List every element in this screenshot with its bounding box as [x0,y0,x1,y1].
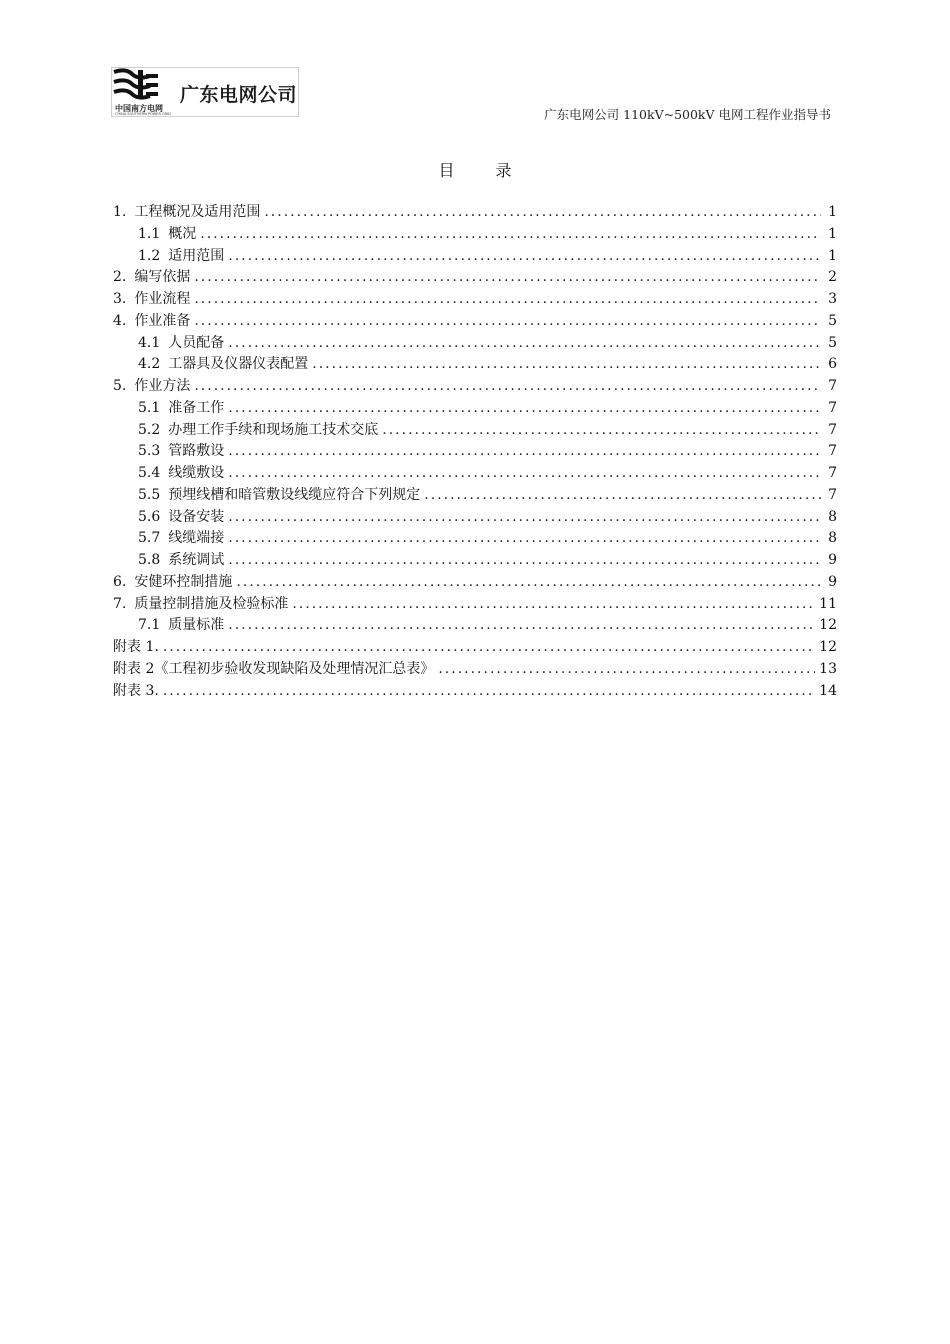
toc-entry-label: 安健环控制措施 [134,573,233,590]
toc-entry[interactable] [113,289,837,311]
toc-entry-page: 5 [828,312,837,329]
toc-dot-leader [228,246,821,268]
toc-entry-page: 6 [828,356,837,373]
company-logo [111,67,299,117]
toc-entry-number: 5.4 [138,465,161,481]
toc-entry[interactable] [113,615,837,637]
toc-entry-page: 7 [828,378,837,394]
toc-entry-page: 7 [828,465,837,481]
toc-entry-page: 11 [819,595,837,612]
toc-dot-leader [228,550,821,572]
toc-entry-number: 5.6 [138,508,161,525]
table-of-contents [113,202,837,702]
toc-entry-page: 1 [828,225,837,242]
toc-entry-page: 7 [828,443,837,460]
logo-parent-name-cn: 中国南方电网 [115,104,163,113]
toc-entry-page: 8 [828,508,837,525]
logo-company-name: 广东电网公司 [180,84,298,106]
toc-entry[interactable] [113,485,837,507]
toc-dot-leader [228,528,821,550]
toc-entry[interactable] [113,681,837,703]
toc-entry-label: 概况 [168,225,197,242]
toc-entry-number: 3. [113,291,127,307]
toc-dot-leader [194,376,821,398]
toc-dot-leader [424,485,821,507]
toc-title: 目 录 [438,161,530,180]
toc-dot-leader [200,224,821,246]
toc-dot-leader [382,420,821,442]
toc-dot-leader [228,507,821,529]
toc-dot-leader [228,398,821,420]
toc-entry-number: 7. [113,595,127,612]
toc-entry-label: 附表 3. [113,682,159,699]
toc-entry-page: 7 [828,399,837,416]
toc-entry[interactable] [113,572,837,594]
toc-dot-leader [228,441,821,463]
toc-entry-label: 适用范围 [168,247,225,264]
power-grid-logo-icon [112,68,162,100]
document-header-title: 广东电网公司 110kV~500kV 电网工程作业指导书 [544,107,831,122]
toc-entry-label: 系统调试 [168,552,225,568]
logo-parent-name-en: CHINA SOUTHERN POWER GRID [115,112,171,116]
toc-entry-page: 12 [819,617,837,634]
toc-entry[interactable] [113,398,837,420]
toc-entry[interactable] [113,376,837,398]
toc-entry[interactable] [113,420,837,442]
toc-entry-page: 14 [819,682,837,699]
toc-entry-number: 5.2 [138,421,161,438]
toc-entry-label: 质量控制措施及检验标准 [134,595,289,612]
toc-entry[interactable] [113,224,837,246]
toc-dot-leader [228,463,821,485]
toc-dot-leader [438,659,815,681]
toc-entry-page: 9 [828,552,837,568]
toc-entry-page: 13 [819,660,837,677]
toc-entry-number: 5.7 [138,530,161,547]
toc-entry-label: 工器具及仪器仪表配置 [168,356,309,373]
toc-entry[interactable] [113,507,837,529]
toc-entry-number: 4.2 [138,356,161,373]
toc-entry-label: 作业准备 [134,312,191,329]
toc-entry-label: 作业方法 [134,378,191,394]
toc-dot-leader [194,289,821,311]
toc-entry-label: 质量标准 [168,617,225,634]
toc-entry[interactable] [113,333,837,355]
toc-entry[interactable] [113,659,837,681]
toc-entry-label: 线缆端接 [168,530,225,547]
toc-entry-number: 5.3 [138,443,161,460]
toc-entry-number: 1. [113,204,127,220]
toc-dot-leader [194,267,821,289]
toc-entry[interactable] [113,594,837,616]
toc-entry-page: 8 [828,530,837,547]
toc-entry-number: 4. [113,312,127,329]
toc-entry-label: 附表 2《工程初步验收发现缺陷及处理情况汇总表》 [113,660,435,677]
toc-entry-label: 准备工作 [168,399,225,416]
toc-entry-page: 7 [828,486,837,503]
toc-entry-number: 5. [113,378,127,394]
toc-entry-number: 1.1 [138,225,161,242]
toc-entry[interactable] [113,311,837,333]
toc-entry-page: 3 [828,291,837,307]
toc-entry-page: 7 [828,421,837,438]
toc-dot-leader [163,637,815,659]
toc-dot-leader [236,572,821,594]
toc-dot-leader [264,202,821,224]
toc-entry-number: 5.8 [138,552,161,568]
toc-entry[interactable] [113,202,837,224]
toc-entry[interactable] [113,463,837,485]
toc-entry-number: 6. [113,573,127,590]
toc-entry-label: 预埋线槽和暗管敷设线缆应符合下列规定 [168,486,421,503]
toc-entry[interactable] [113,528,837,550]
toc-dot-leader [194,311,821,333]
toc-entry-number: 4.1 [138,334,161,351]
toc-entry-label: 管路敷设 [168,443,225,460]
toc-entry-number: 7.1 [138,617,161,634]
toc-entry-page: 9 [828,573,837,590]
toc-entry[interactable] [113,246,837,268]
toc-entry-label: 办理工作手续和现场施工技术交底 [168,421,379,438]
toc-entry-label: 编写依据 [134,269,191,286]
toc-dot-leader [292,594,815,616]
toc-entry-label: 人员配备 [168,334,225,351]
toc-dot-leader [312,354,821,376]
toc-entry-label: 设备安装 [168,508,225,525]
toc-entry[interactable] [113,267,837,289]
toc-entry-label: 线缆敷设 [168,465,225,481]
toc-entry-label: 工程概况及适用范围 [134,204,261,220]
toc-entry[interactable] [113,637,837,659]
toc-entry-number: 5.5 [138,486,161,503]
toc-entry[interactable] [113,441,837,463]
toc-entry-number: 5.1 [138,399,161,416]
toc-entry-label: 作业流程 [134,291,191,307]
toc-entry-page: 5 [828,334,837,351]
toc-entry-page: 1 [828,204,837,220]
toc-entry-page: 12 [819,639,837,655]
toc-entry[interactable] [113,550,837,572]
toc-entry-page: 2 [828,269,837,286]
toc-entry[interactable] [113,354,837,376]
toc-entry-page: 1 [828,247,837,264]
toc-dot-leader [228,333,821,355]
toc-entry-number: 1.2 [138,247,161,264]
toc-dot-leader [163,681,815,703]
toc-entry-number: 2. [113,269,127,286]
toc-dot-leader [228,615,815,637]
toc-entry-label: 附表 1. [113,639,159,655]
